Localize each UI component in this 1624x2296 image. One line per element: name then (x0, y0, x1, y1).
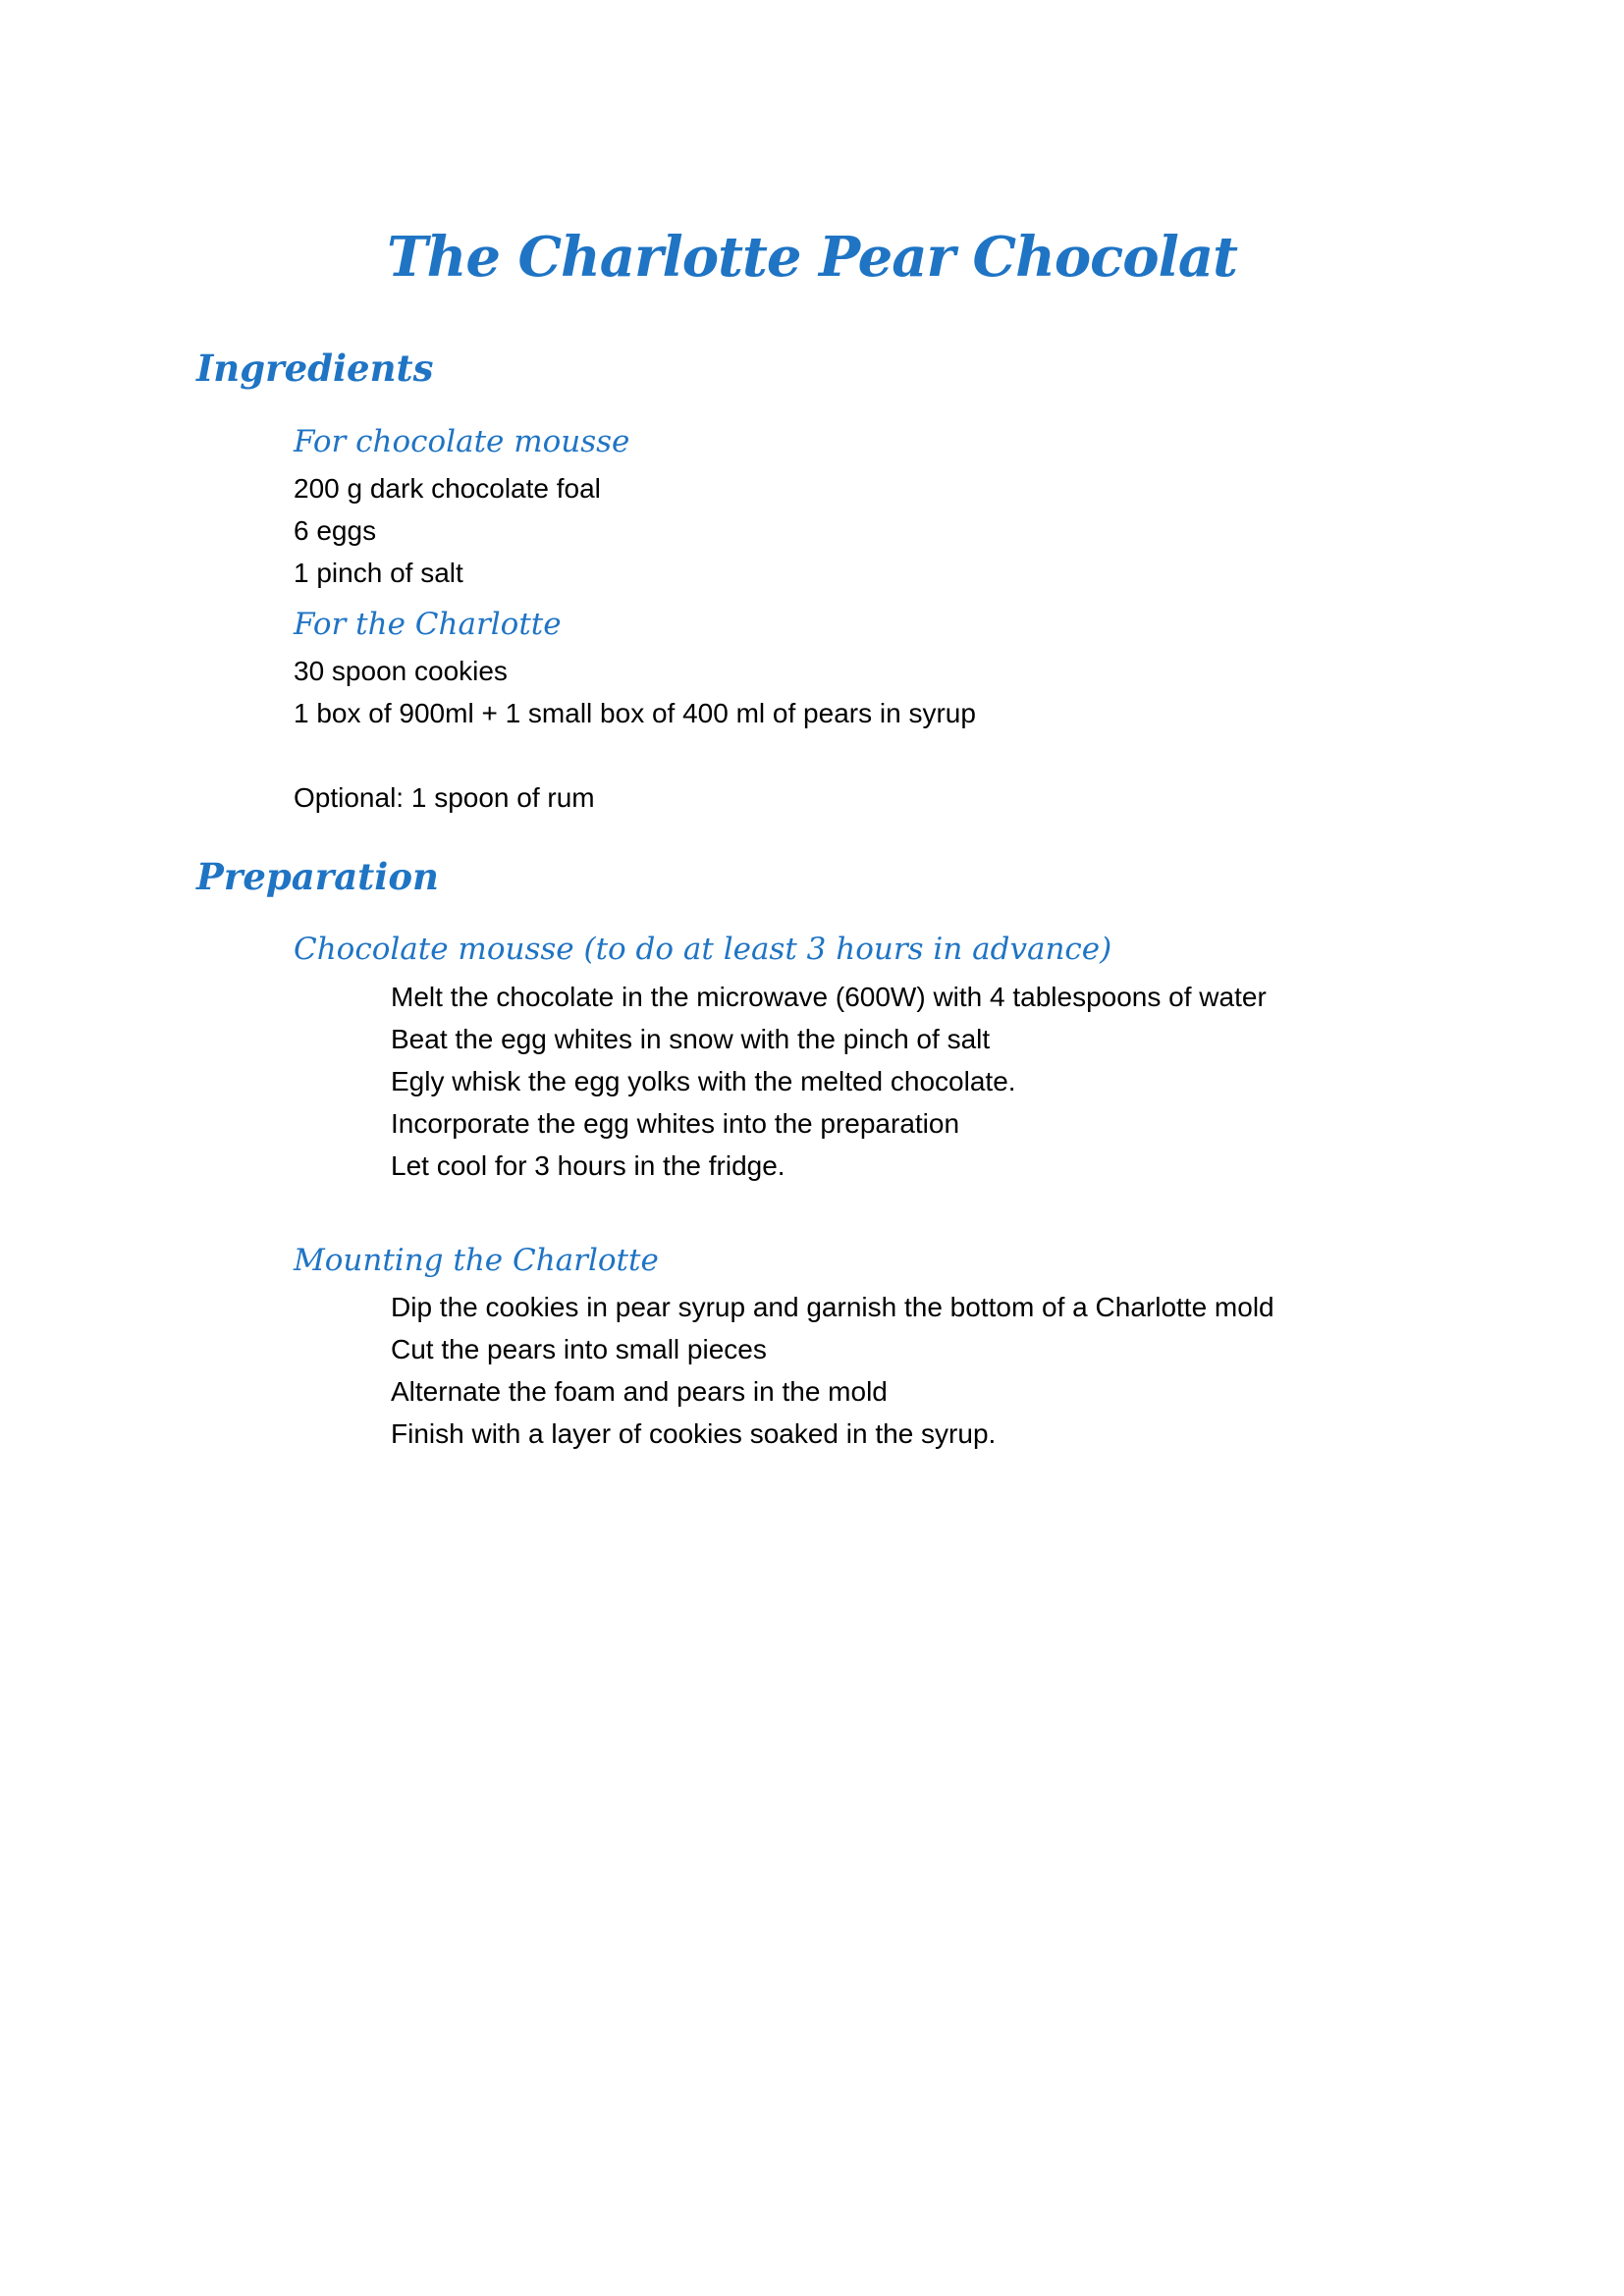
mounting-step: Cut the pears into small pieces (391, 1334, 767, 1364)
optional-ingredient: Optional: 1 spoon of rum (294, 782, 595, 813)
ingredient-item: 1 pinch of salt (294, 558, 463, 588)
charlotte-ingredients-heading: For the Charlotte (294, 607, 562, 642)
page-title: The Charlotte Pear Chocolat (386, 225, 1238, 290)
mounting-step: Finish with a layer of cookies soaked in the syrup. (391, 1418, 997, 1449)
mounting-step: Alternate the foam and pears in the mold (391, 1376, 888, 1407)
mousse-preparation-heading: Chocolate mousse (to do at least 3 hours in advance) (294, 932, 1112, 967)
preparation-heading: Preparation (196, 855, 439, 898)
ingredients-heading: Ingredients (196, 347, 434, 390)
preparation-step: Incorporate the egg whites into the preparation (391, 1108, 960, 1139)
preparation-step: Beat the egg whites in snow with the pinch of salt (391, 1024, 991, 1054)
mounting-step: Dip the cookies in pear syrup and garnish the bottom of a Charlotte mold (391, 1292, 1274, 1322)
mousse-ingredients-heading: For chocolate mousse (294, 424, 630, 459)
ingredient-item: 200 g dark chocolate foal (294, 473, 601, 504)
ingredient-item: 6 eggs (294, 515, 377, 546)
preparation-step: Melt the chocolate in the microwave (600W) with 4 tablespoons of water (391, 982, 1267, 1012)
ingredient-item: 1 box of 900ml + 1 small box of 400 ml of pears in syrup (294, 698, 976, 728)
preparation-step: Let cool for 3 hours in the fridge. (391, 1150, 785, 1181)
preparation-step: Egly whisk the egg yolks with the melted chocolate. (391, 1066, 1016, 1096)
mounting-heading: Mounting the Charlotte (294, 1243, 659, 1278)
ingredient-item: 30 spoon cookies (294, 656, 508, 686)
